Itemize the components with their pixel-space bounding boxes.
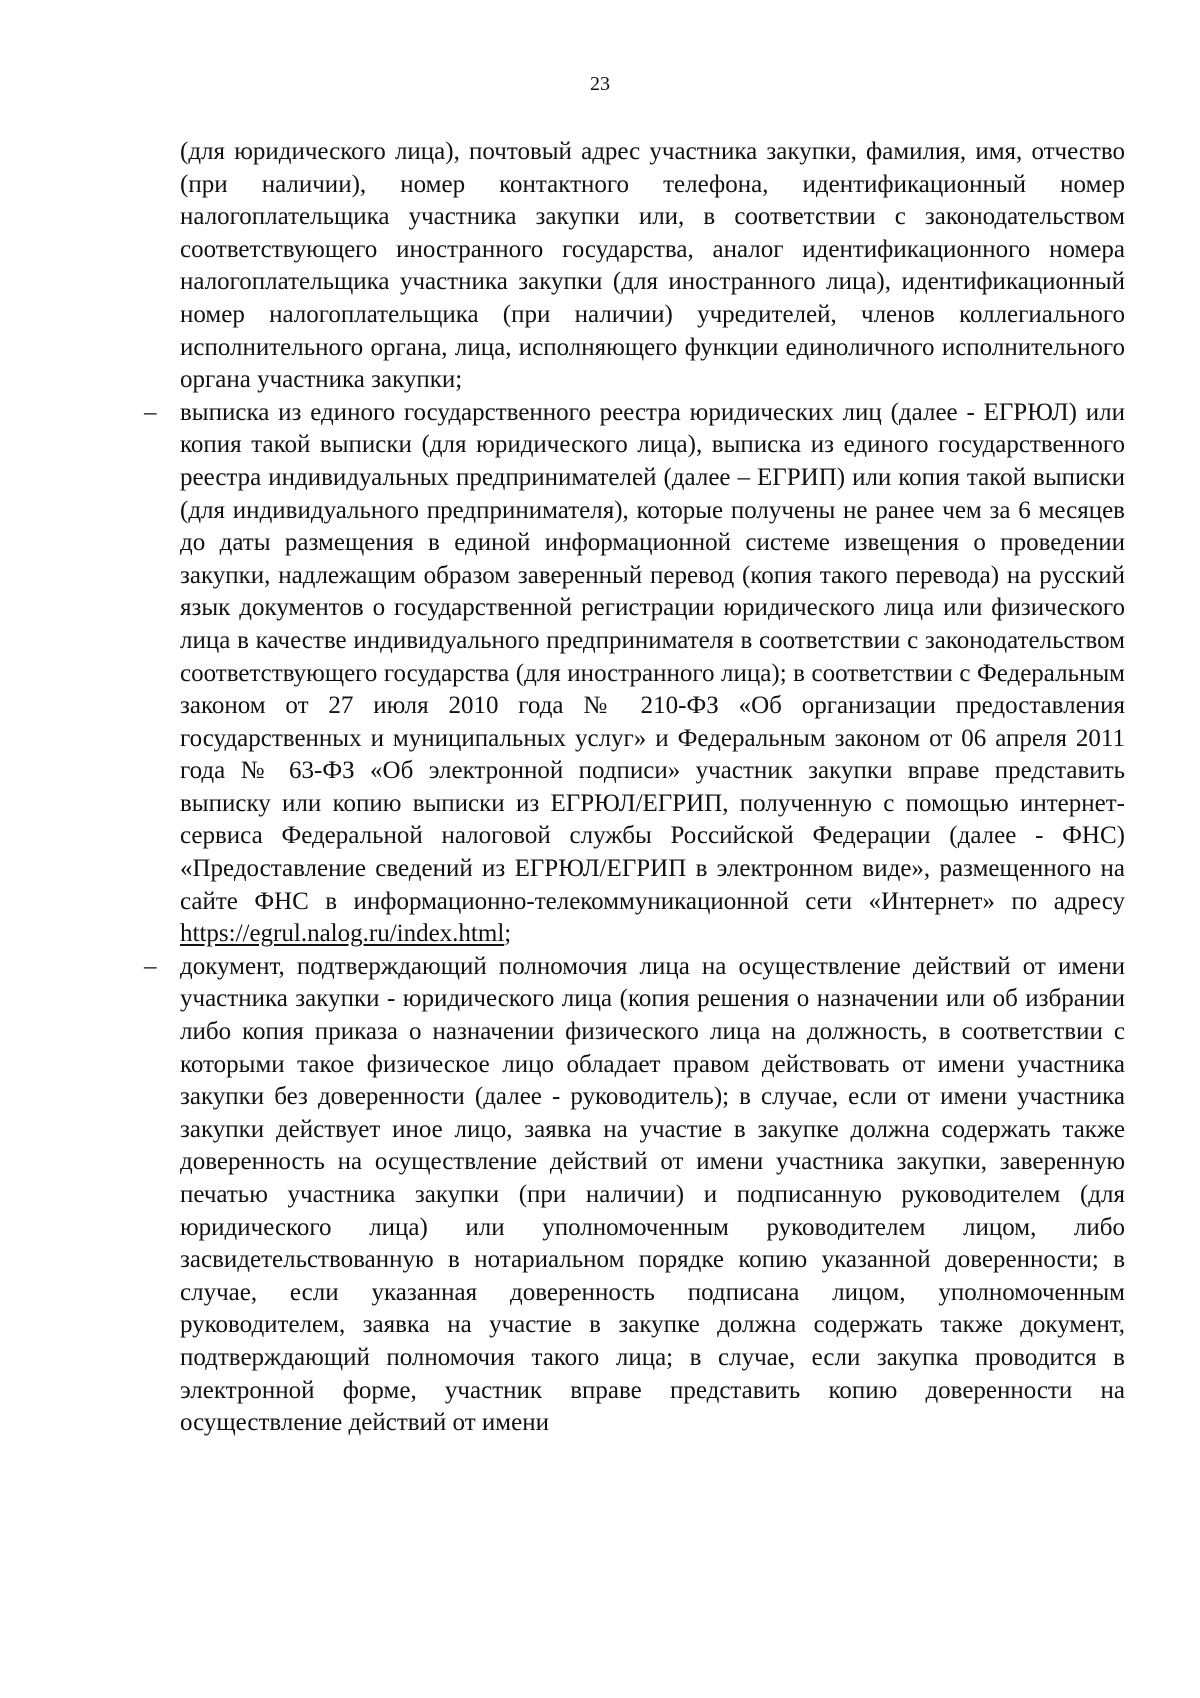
list-item-text: документ, подтверждающий полномочия лица на осуществление действий от имени участника закупки - юридического лица (копия решения о назначении или об избрании либо копия приказа о назначении физического лица на должность, в соответствии с которыми такое физическое лицо обладает правом действовать от имени участника закупки без доверенности (далее - руководитель); в случае, если от имени участника закупки действует иное лицо, заявка на участие в закупке должна содержать также доверенность на осуществление действий от имени участника закупки, заверенную печатью участника закупки (при наличии) и подписанную руководителем (для юридического лица) или уполномоченным руководителем лицом, либо засвидетельствованную в нотариальном порядке копию указанной доверенности; в случае, если указанная доверенность подписана лицом, уполномоченным руководителем, заявка на участие в закупке должна содержать также документ, подтверждающий полномочия такого лица; в случае, если закупка проводится в электронной форме, участник вправе представить копию доверенности на осуществление действий от имени	[180, 952, 1125, 1437]
document-body	[144, 136, 1125, 1440]
list-item-egrul-extract	[144, 397, 1125, 951]
list-dash-marker: –	[144, 398, 157, 426]
list-item-text	[180, 397, 1125, 951]
egrul-link[interactable]: https://egrul.nalog.ru/index.html	[180, 920, 505, 948]
page-number: 23	[590, 73, 610, 95]
list-item-authority-document	[144, 951, 1125, 1440]
list-dash-marker: –	[144, 952, 157, 980]
egrul-extract-text: выписка из единого государственного реестра юридических лиц (далее - ЕГРЮЛ) или копия такой выписки (для юридического лица), выписка из единого государственного реестра индивидуальных предпринимателей (далее – ЕГРИП) или копия такой выписки (для индивидуального предпринимателя), которые получены не ранее чем за 6 месяцев до даты размещения в единой информационной системе извещения о проведении закупки, надлежащим образом заверенный перевод (копия такого перевода) на русский язык документов о государственной регистрации юридического лица или физического лица в качестве индивидуального предпринимателя в соответствии с законодательством соответствующего государства (для иностранного лица); в соответствии с Федеральным законом от 27 июля 2010 года № 210-ФЗ «Об организации предоставления государственных и муниципальных услуг» и Федеральным законом от 06 апреля 2011 года № 63-ФЗ «Об электронной подписи» участник закупки вправе представить выписку или копию выписки из ЕГРЮЛ/ЕГРИП, полученную с помощью интернет-сервиса Федеральной налоговой службы Российской Федерации (далее - ФНС) «Предоставление сведений из ЕГРЮЛ/ЕГРИП в электронном виде», размещенного на сайте ФНС в информационно-телекоммуникационной сети «Интернет» по адресу	[180, 398, 1125, 915]
egrul-link-tail: ;	[504, 920, 512, 948]
intro-paragraph: (для юридического лица), почтовый адрес участника закупки, фамилия, имя, отчество (при наличии), номер контактного телефона, идентификационный номер налогоплательщика участника закупки или, в соответствии с законодательством соответствующего иностранного государства, аналог идентификационного номера налогоплательщика участника закупки (для иностранного лица), идентификационный номер налогоплательщика (при наличии) учредителей, членов коллегиального исполнительного органа, лица, исполняющего функции единоличного исполнительного органа участника закупки;	[180, 138, 1125, 394]
